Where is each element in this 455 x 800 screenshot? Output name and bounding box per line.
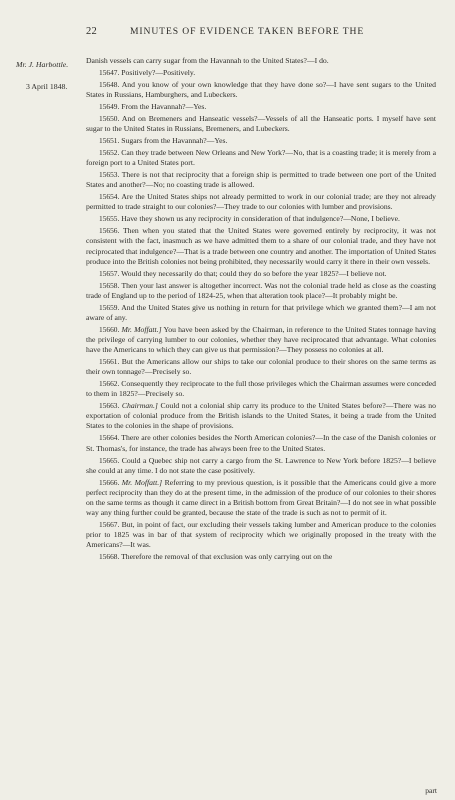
question-paragraph xyxy=(86,214,436,224)
question-paragraph xyxy=(86,68,436,78)
question-number: 15661. xyxy=(99,357,120,367)
paragraph-text: There is not that reciprocity that a foreign ship is permitted to trade between one port of the United States and another?—No; no coasting trade is allowed. xyxy=(86,170,436,190)
page-header xyxy=(86,26,450,38)
paragraph-text: Then when you stated that the United States were governed entirely by reciprocity, it was not consistent with the fact, inasmuch as we have admitted them to a share of our colonial trade, and they have not reciprocated that indulgence?—That is a trade between one country and another. The importation of United States produce into the British colonies not being prohibited, they necessarily would carry it there in their own vessels. xyxy=(86,226,437,266)
question-number: 15647. xyxy=(99,67,120,77)
speaker-label: Mr. Moffatt.] xyxy=(121,324,162,334)
question-paragraph xyxy=(86,80,436,100)
question-paragraph xyxy=(86,379,436,399)
question-paragraph xyxy=(86,303,436,323)
paragraph-text: Can they trade between New Orleans and New York?—No, that is a coasting trade; it is merely from a foreign port to a United States port. xyxy=(86,148,437,168)
question-paragraph xyxy=(86,357,436,377)
question-number: 15664. xyxy=(99,433,120,443)
testimony-date: 3 April 1848. xyxy=(26,82,68,91)
paragraph-text: Could not a colonial ship carry its produce to the United States before?—There was no exportation of colonial produce from the British islands to the United States, it being a trade from the United States to the colonies in the shape of provisions. xyxy=(86,401,436,431)
catchword: part xyxy=(425,786,437,795)
question-number: 15656. xyxy=(99,226,120,236)
question-paragraph xyxy=(86,478,436,519)
paragraph-text: Could a Quebec ship not carry a cargo from the St. Lawrence to New York before 1825?—I believe she could at any time. I do not state the case positively. xyxy=(86,455,436,475)
question-number: 15658. xyxy=(99,280,120,290)
paragraph-text: And on Bremeners and Hanseatic vessels?—Vessels of all the Hanseatic ports. I myself have sent sugar to the United States in Russians, Bremeners, and Lubeckers. xyxy=(86,114,437,134)
question-number: 15663. xyxy=(99,401,120,411)
paragraph-text: Have they shown us any reciprocity in consideration of that indulgence?—None, I believe. xyxy=(121,214,400,224)
question-number: 15667. xyxy=(99,519,120,529)
question-number: 15657. xyxy=(99,268,120,278)
question-paragraph xyxy=(86,56,436,66)
question-number: 15654. xyxy=(99,192,120,202)
paragraph-text: And you know of your own knowledge that they have done so?—I have sent sugars to the United States in Russians, Hamburghers, and Lubeckers. xyxy=(86,79,436,100)
paragraph-text: But, in point of fact, our excluding their vessels taking lumber and American produce to the colonies prior to 1825 was in bar of that system of reciprocity which we originally proposed in the treaty with the Americans?—It was. xyxy=(86,519,436,550)
paragraph-text: Are the United States ships not already permitted to work in our colonial trade; are they not already permitted to trade straight to our colonies?—They trade to our colonies with lumber and provisions. xyxy=(86,192,436,212)
paragraph-text: Danish vessels can carry sugar from the Havannah to the United States?—I do. xyxy=(86,56,329,65)
question-paragraph xyxy=(86,269,436,279)
question-number: 15652. xyxy=(99,148,120,158)
paragraph-text: Then your last answer is altogether incorrect. Was not the colonial trade held as close as the coasting trade of England up to the period of 1824-25, when that alteration took place?—It probably might be. xyxy=(86,280,437,300)
evidence-body xyxy=(86,56,436,564)
question-number: 15665. xyxy=(99,455,120,465)
paragraph-text: Therefore the removal of that exclusion was only carrying out on the xyxy=(121,552,333,562)
question-paragraph xyxy=(86,170,436,190)
question-paragraph xyxy=(86,192,436,212)
speaker-label: Mr. Moffatt.] xyxy=(121,477,163,487)
question-number: 15651. xyxy=(99,136,120,146)
question-number: 15668. xyxy=(99,552,120,562)
paragraph-text: From the Havannah?—Yes. xyxy=(121,102,207,112)
question-paragraph xyxy=(86,102,436,112)
question-number: 15655. xyxy=(99,214,120,224)
paragraph-text: And the United States give us nothing in return for that privilege which we granted them?—I am not aware of any. xyxy=(86,302,437,322)
question-number: 15659. xyxy=(99,302,120,312)
question-paragraph xyxy=(86,325,436,355)
paragraph-text: Referring to my previous question, is it possible that the Americans could give a more perfect reciprocity than they do at the present time, in the admission of the produce of our colonies to their shores on the same terms as though it came direct in a British bottom from Great Britain?—I do not see in what possible way any thing further could be granted, because the state of the trade is such as not to permit of it. xyxy=(86,477,436,517)
question-number: 15660. xyxy=(99,324,120,334)
paragraph-text: Sugars from the Havannah?—Yes. xyxy=(121,136,228,146)
question-paragraph xyxy=(86,520,436,550)
running-head: MINUTES OF EVIDENCE TAKEN BEFORE THE xyxy=(130,26,365,37)
question-number: 15662. xyxy=(99,379,120,389)
question-paragraph xyxy=(86,401,436,431)
paragraph-text: Consequently they reciprocate to the full those privileges which the Chairman assumes were conceded to them in 1825?—Precisely so. xyxy=(86,379,436,399)
question-paragraph xyxy=(86,552,436,562)
speaker-label: Chairman.] xyxy=(121,401,158,411)
page-number: 22 xyxy=(86,26,98,37)
question-paragraph xyxy=(86,226,436,267)
question-paragraph xyxy=(86,114,436,134)
question-number: 15648. xyxy=(99,79,120,89)
question-paragraph xyxy=(86,148,436,168)
paragraph-text: Would they necessarily do that; could they do so before the year 1825?—I believe not. xyxy=(121,268,387,278)
question-number: 15650. xyxy=(99,114,120,123)
paragraph-text: There are other colonies besides the North American colonies?—In the case of the Danish colonies or St. Thomas's, for instance, the trade has always been free to the United States. xyxy=(86,433,437,453)
question-number: 15649. xyxy=(99,102,120,112)
paragraph-text: But the Americans allow our ships to take our colonial produce to their shores on the same terms as their own tonnage?—Precisely so. xyxy=(86,357,436,377)
paragraph-text: Positively?—Positively. xyxy=(121,67,196,77)
witness-name: Mr. J. Harbottle. xyxy=(16,60,69,69)
question-paragraph xyxy=(86,456,436,476)
question-paragraph xyxy=(86,433,436,453)
paragraph-text: You have been asked by the Chairman, in reference to the United States tonnage having the privilege of carrying lumber to our colonies, whether they have reciprocated that advantage. What colonies have the Americans to which they can give us that permission?—They possess no colonies at all. xyxy=(86,324,437,355)
question-number: 15653. xyxy=(99,170,120,180)
question-paragraph xyxy=(86,136,436,146)
question-paragraph xyxy=(86,281,436,301)
question-number: 15666. xyxy=(99,477,120,487)
